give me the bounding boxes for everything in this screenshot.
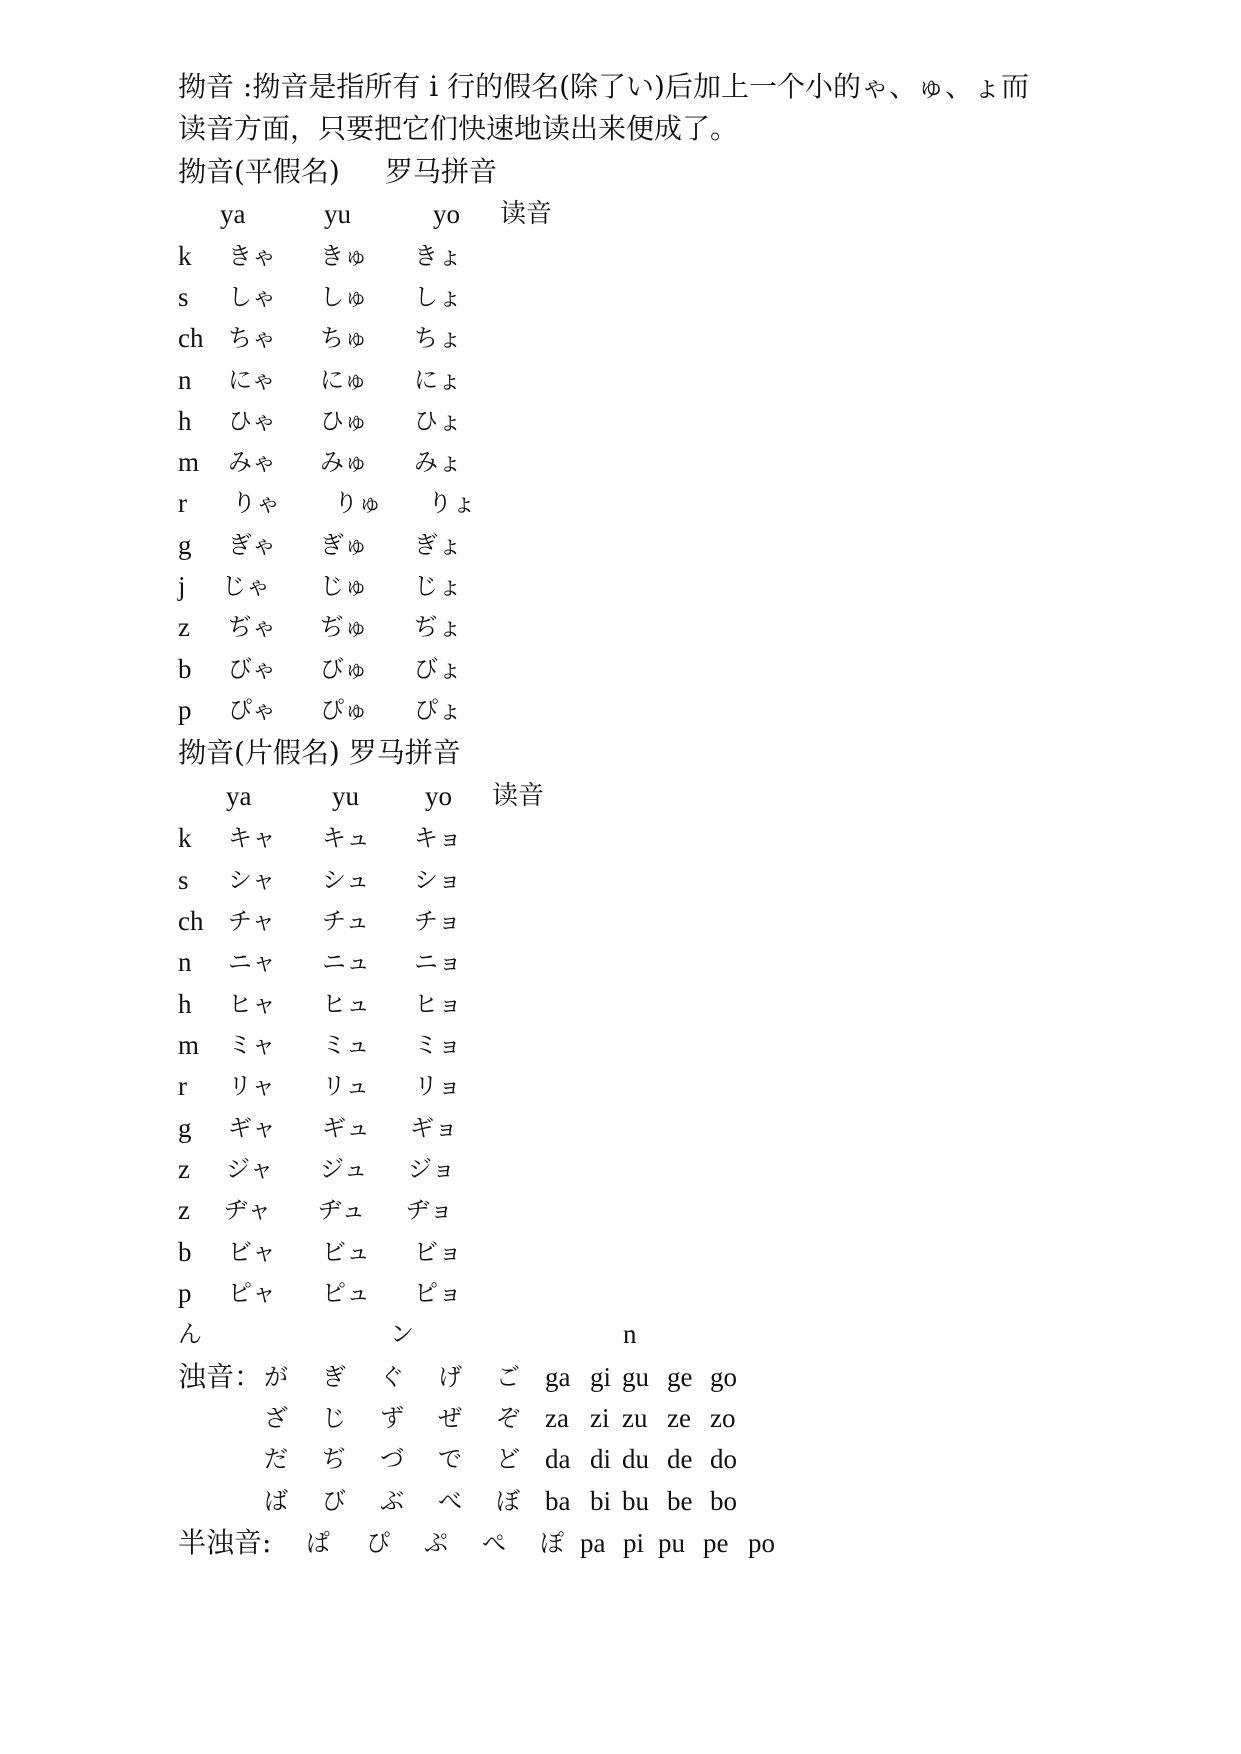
kana-cell: ヒュ bbox=[322, 990, 370, 1018]
hiragana-heading: 拗音(平假名) bbox=[178, 155, 340, 188]
kana-cell: ミュ bbox=[322, 1031, 370, 1059]
n-romaji: n bbox=[623, 1319, 637, 1349]
row-key: r bbox=[178, 488, 187, 518]
row-key: p bbox=[178, 695, 192, 725]
hiragana-heading-romaji: 罗马拼音 bbox=[385, 155, 498, 188]
kana-cell: みゅ bbox=[320, 448, 368, 476]
kana-cell: ギョ bbox=[410, 1114, 458, 1142]
romaji-cell: do bbox=[710, 1444, 737, 1474]
kana-cell: ジャ bbox=[226, 1155, 274, 1183]
kana-cell: ピャ bbox=[228, 1279, 276, 1307]
romaji-cell: du bbox=[622, 1444, 649, 1474]
kana-cell: ジョ bbox=[408, 1155, 456, 1183]
kana-cell: ミョ bbox=[414, 1031, 462, 1059]
kana-cell: ニャ bbox=[228, 948, 276, 976]
romaji-cell: zi bbox=[590, 1403, 610, 1433]
kana-cell: リャ bbox=[228, 1072, 276, 1100]
romaji-cell: ga bbox=[545, 1362, 571, 1392]
kana-cell: ぢゅ bbox=[320, 613, 368, 641]
kana-cell: りょ bbox=[428, 489, 476, 517]
row-key: b bbox=[178, 1237, 192, 1267]
kana-cell: ぎ bbox=[322, 1363, 346, 1391]
row-key: g bbox=[178, 1113, 192, 1143]
kana-cell: ひょ bbox=[414, 407, 462, 435]
kana-cell: きゃ bbox=[228, 242, 276, 270]
kana-cell: ちゅ bbox=[320, 324, 368, 352]
intro-line-1: 拗音 :拗音是指所有 i 行的假名(除了い)后加上一个小的ゃ、ゅ、ょ而 bbox=[178, 70, 1029, 103]
kana-cell: ぷ bbox=[424, 1529, 448, 1557]
kana-cell: ジュ bbox=[320, 1155, 368, 1183]
row-key: j bbox=[178, 571, 186, 601]
katakana-col-yu: yu bbox=[332, 781, 359, 811]
kana-cell: にゃ bbox=[228, 366, 276, 394]
kana-cell: ぴ bbox=[366, 1529, 390, 1557]
kana-cell: じゅ bbox=[320, 572, 368, 600]
kana-cell: みょ bbox=[414, 448, 462, 476]
kana-cell: ちょ bbox=[414, 324, 462, 352]
kana-cell: きゅ bbox=[320, 242, 368, 270]
kana-cell: しょ bbox=[414, 283, 462, 311]
romaji-cell: da bbox=[545, 1444, 571, 1474]
kana-cell: で bbox=[438, 1445, 462, 1473]
kana-cell: ビャ bbox=[228, 1238, 276, 1266]
row-key: p bbox=[178, 1278, 192, 1308]
row-key: k bbox=[178, 241, 192, 271]
kana-cell: ヒョ bbox=[414, 990, 462, 1018]
romaji-cell: ze bbox=[667, 1403, 691, 1433]
row-key: m bbox=[178, 1030, 200, 1060]
kana-cell: びゃ bbox=[228, 655, 276, 683]
kana-cell: ず bbox=[380, 1404, 404, 1432]
katakana-col-yo: yo bbox=[425, 781, 452, 811]
row-key: n bbox=[178, 947, 192, 977]
hiragana-col-ya: ya bbox=[220, 199, 246, 229]
kana-cell: ざ bbox=[264, 1404, 288, 1432]
kana-cell: ぢ bbox=[322, 1445, 346, 1473]
kana-cell: ぶ bbox=[380, 1487, 404, 1515]
kana-cell: び bbox=[322, 1487, 346, 1515]
kana-cell: みゃ bbox=[228, 448, 276, 476]
kana-cell: ぴゃ bbox=[228, 696, 276, 724]
kana-cell: ぽ bbox=[540, 1529, 564, 1557]
kana-cell: ぐ bbox=[380, 1363, 404, 1391]
kana-cell: ば bbox=[264, 1487, 288, 1515]
row-key: ch bbox=[178, 323, 204, 353]
kana-cell: シュ bbox=[322, 866, 370, 894]
kana-cell: ぺ bbox=[482, 1529, 506, 1557]
romaji-cell: pa bbox=[580, 1528, 606, 1558]
kana-cell: づ bbox=[380, 1445, 404, 1473]
romaji-cell: pe bbox=[703, 1528, 729, 1558]
romaji-cell: pi bbox=[623, 1528, 645, 1558]
kana-cell: きょ bbox=[414, 242, 462, 270]
row-key: g bbox=[178, 530, 192, 560]
romaji-cell: zu bbox=[622, 1403, 648, 1433]
kana-cell: チュ bbox=[322, 907, 370, 935]
romaji-cell: bu bbox=[622, 1486, 649, 1516]
kana-cell: ちゃ bbox=[228, 324, 276, 352]
katakana-col-reading: 读音 bbox=[492, 781, 545, 811]
row-key: ch bbox=[178, 906, 204, 936]
n-katakana: ン bbox=[390, 1320, 414, 1348]
row-key: n bbox=[178, 365, 192, 395]
romaji-cell: di bbox=[590, 1444, 612, 1474]
kana-cell: ぎゅ bbox=[320, 531, 368, 559]
kana-cell: ヒャ bbox=[228, 990, 276, 1018]
kana-cell: ニョ bbox=[414, 948, 462, 976]
kana-cell: げ bbox=[438, 1363, 462, 1391]
kana-cell: ぜ bbox=[438, 1404, 462, 1432]
katakana-heading: 拗音(片假名) 罗马拼音 bbox=[178, 736, 461, 769]
kana-cell: ひゃ bbox=[228, 407, 276, 435]
romaji-cell: ge bbox=[667, 1362, 693, 1392]
kana-cell: ニュ bbox=[322, 948, 370, 976]
kana-cell: ぢょ bbox=[414, 613, 462, 641]
romaji-cell: gu bbox=[622, 1362, 649, 1392]
row-key: k bbox=[178, 823, 192, 853]
kana-cell: びゅ bbox=[320, 655, 368, 683]
row-key: z bbox=[178, 1154, 190, 1184]
kana-cell: だ bbox=[264, 1445, 288, 1473]
hiragana-col-yu: yu bbox=[324, 199, 351, 229]
intro-line-2: 读音方面，只要把它们快速地读出来便成了。 bbox=[178, 112, 739, 145]
row-key: h bbox=[178, 989, 192, 1019]
kana-cell: じょ bbox=[414, 572, 462, 600]
romaji-cell: bo bbox=[710, 1486, 737, 1516]
katakana-col-ya: ya bbox=[226, 781, 252, 811]
row-key: r bbox=[178, 1071, 187, 1101]
romaji-cell: gi bbox=[590, 1362, 612, 1392]
row-key: z bbox=[178, 612, 190, 642]
row-key: b bbox=[178, 654, 192, 684]
kana-cell: ショ bbox=[414, 866, 462, 894]
kana-cell: リュ bbox=[322, 1072, 370, 1100]
kana-cell: が bbox=[264, 1363, 288, 1391]
kana-cell: ヂャ bbox=[224, 1196, 272, 1224]
row-key: m bbox=[178, 447, 200, 477]
kana-cell: キョ bbox=[414, 824, 462, 852]
kana-cell: ぎょ bbox=[414, 531, 462, 559]
romaji-cell: be bbox=[667, 1486, 693, 1516]
kana-cell: ぞ bbox=[496, 1404, 520, 1432]
row-key: s bbox=[178, 282, 189, 312]
kana-cell: しゃ bbox=[228, 283, 276, 311]
kana-cell: チョ bbox=[414, 907, 462, 935]
kana-cell: ぎゃ bbox=[228, 531, 276, 559]
kana-cell: ギャ bbox=[228, 1114, 276, 1142]
kana-cell: ご bbox=[496, 1363, 520, 1391]
kana-cell: ぢゃ bbox=[228, 613, 276, 641]
kana-cell: ビュ bbox=[322, 1238, 370, 1266]
kana-cell: ヂョ bbox=[406, 1196, 454, 1224]
romaji-cell: bi bbox=[590, 1486, 612, 1516]
romaji-cell: za bbox=[545, 1403, 569, 1433]
kana-cell: ギュ bbox=[322, 1114, 370, 1142]
kana-cell: キュ bbox=[322, 824, 370, 852]
row-key: z bbox=[178, 1195, 190, 1225]
dakuon-label: 浊音： bbox=[178, 1360, 263, 1393]
kana-cell: チャ bbox=[228, 907, 276, 935]
kana-cell: ピュ bbox=[322, 1279, 370, 1307]
kana-cell: ぴょ bbox=[414, 696, 462, 724]
romaji-cell: pu bbox=[658, 1528, 685, 1558]
kana-cell: べ bbox=[438, 1487, 462, 1515]
n-hiragana: ん bbox=[178, 1320, 202, 1348]
kana-cell: ひゅ bbox=[320, 407, 368, 435]
hiragana-col-reading: 读音 bbox=[500, 199, 553, 229]
kana-cell: しゅ bbox=[320, 283, 368, 311]
kana-cell: ぱ bbox=[306, 1529, 330, 1557]
kana-cell: びょ bbox=[414, 655, 462, 683]
romaji-cell: go bbox=[710, 1362, 737, 1392]
romaji-cell: po bbox=[748, 1528, 775, 1558]
hiragana-col-yo: yo bbox=[433, 199, 460, 229]
kana-cell: ヂュ bbox=[318, 1196, 366, 1224]
kana-cell: ビョ bbox=[414, 1238, 462, 1266]
row-key: s bbox=[178, 865, 189, 895]
kana-cell: シャ bbox=[228, 866, 276, 894]
kana-cell: ど bbox=[496, 1445, 520, 1473]
handakuon-label: 半浊音: bbox=[178, 1526, 272, 1559]
kana-cell: りゅ bbox=[334, 489, 382, 517]
romaji-cell: ba bbox=[545, 1486, 571, 1516]
kana-cell: じゃ bbox=[222, 572, 270, 600]
kana-cell: リョ bbox=[414, 1072, 462, 1100]
kana-cell: ピョ bbox=[414, 1279, 462, 1307]
kana-cell: ミャ bbox=[228, 1031, 276, 1059]
kana-cell: じ bbox=[322, 1404, 346, 1432]
kana-cell: ぼ bbox=[496, 1487, 520, 1515]
kana-cell: にょ bbox=[414, 366, 462, 394]
kana-cell: ぴゅ bbox=[320, 696, 368, 724]
romaji-cell: zo bbox=[710, 1403, 736, 1433]
kana-cell: りゃ bbox=[232, 489, 280, 517]
kana-cell: キャ bbox=[228, 824, 276, 852]
kana-cell: にゅ bbox=[320, 366, 368, 394]
romaji-cell: de bbox=[667, 1444, 693, 1474]
row-key: h bbox=[178, 406, 192, 436]
